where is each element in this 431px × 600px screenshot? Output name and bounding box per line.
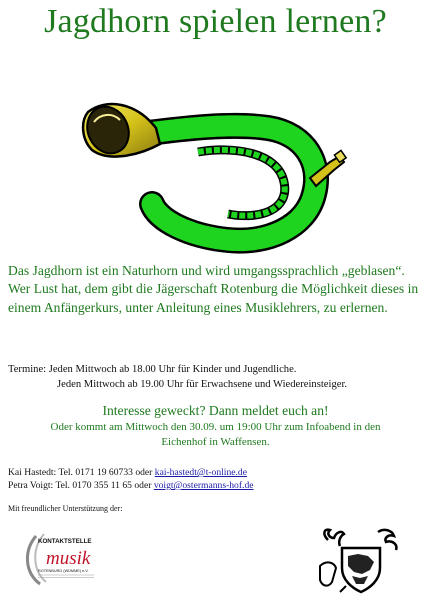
support-text: Mit freundlicher Unterstützung der:	[8, 504, 123, 513]
contact-label: Kai Hastedt: Tel. 0171 19 60733 oder	[8, 467, 155, 478]
termine-block	[8, 362, 428, 392]
termine-line-1: Termine: Jeden Mittwoch ab 18.00 Uhr für Kinder und Jugendliche.	[8, 364, 297, 375]
termine-line-2: Jeden Mittwoch ab 19.00 Uhr für Erwachsene und Wiedereinsteiger.	[57, 379, 348, 390]
contact-label: Petra Voigt: Tel. 0170 355 11 65 oder	[8, 480, 154, 491]
callout-headline: Interesse geweckt? Dann meldet euch an!	[102, 403, 329, 418]
callout-block	[0, 401, 431, 449]
contact-email-link[interactable]: voigt@ostermanns-hof.de	[153, 480, 254, 491]
callout-text: Oder kommt am Mittwoch den 30.09. um 19:00 Uhr zum Infoabend in den Eichenhof in Waffensen.	[50, 421, 381, 448]
jaegerschaft-crest-icon	[318, 526, 406, 594]
logo-line-1: KONTAKTSTELLE	[38, 538, 92, 545]
logo-line-2: musik	[46, 548, 91, 569]
contacts-block	[8, 466, 428, 492]
kontaktstelle-musik-logo	[22, 528, 102, 590]
contact-row	[8, 479, 428, 492]
contact-email-link[interactable]: kai-hastedt@t-online.de	[154, 467, 247, 478]
contact-row	[8, 466, 428, 479]
page-title: Jagdhorn spielen lernen?	[44, 3, 387, 40]
intro-paragraph: Das Jagdhorn ist ein Naturhorn und wird umgangssprachlich „geblasen“. Wer Lust hat, dem gibt die Jägerschaft Rotenburg die Möglichkeit dieses in einem Anfängerkurs, unter Anleitung eines Musiklehrers, zu erlernen.	[8, 263, 419, 315]
logo-line-3: ROTENBURG (WÜMME) e.V.	[38, 569, 89, 573]
jagdhorn-illustration	[78, 92, 348, 257]
